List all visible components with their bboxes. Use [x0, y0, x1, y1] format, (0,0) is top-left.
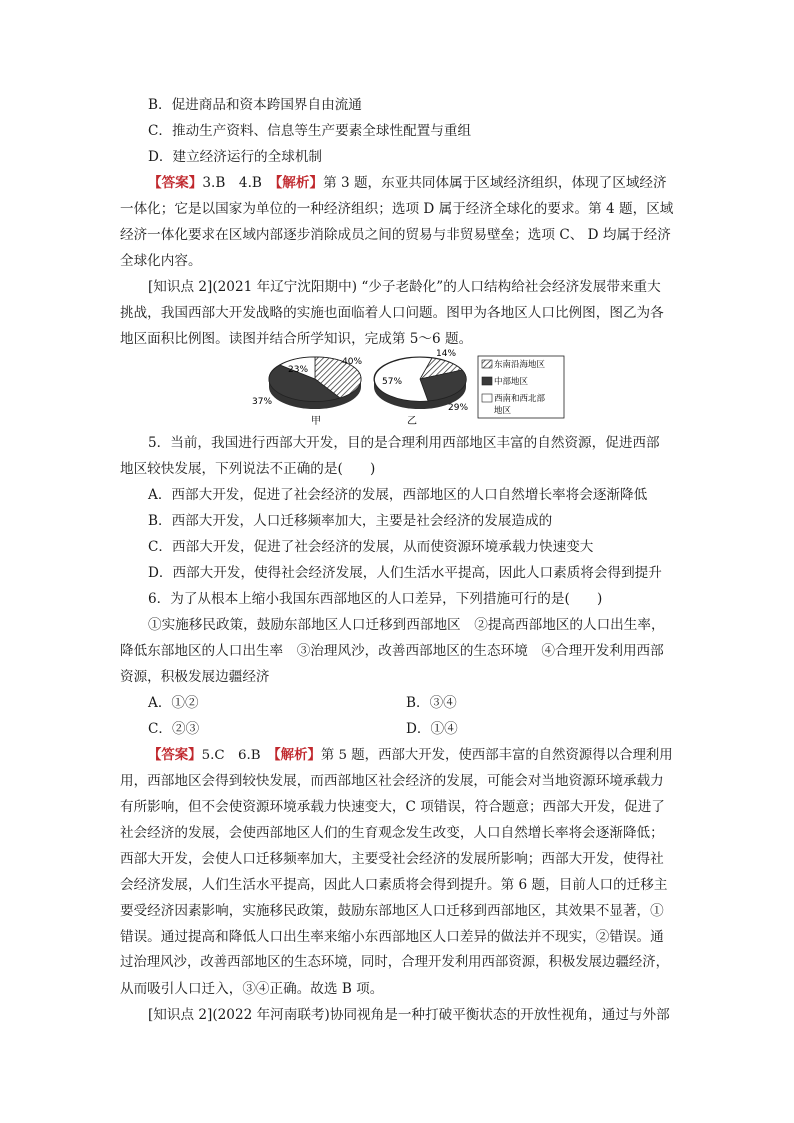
analysis-line: 全球化内容。 [120, 253, 202, 269]
analysis-tag: 【解析】 [273, 747, 321, 763]
pie-yi-label-57: 57% [382, 377, 403, 387]
analysis-line: 从而吸引人口迁入，③④正确。故选 B 项。 [120, 981, 384, 997]
legend-label-west-2: 地区 [494, 406, 512, 416]
q5-option-a: A．西部大开发，促进了社会经济的发展，西部地区的人口自然增长率将会逐渐降低 [148, 487, 648, 503]
pie-yi-title: 乙 [407, 416, 417, 427]
pie-jia-label-37: 37% [252, 397, 273, 407]
pie-charts-figure [250, 346, 570, 428]
q5-stem: 5．当前，我国进行西部大开发，目的是合理利用西部地区丰富的自然资源，促进西部 [148, 435, 660, 451]
analysis-line: 经济一体化要求在区域内部逐步消除成员之间的贸易与非贸易壁垒；选项 C、 D 均属于经济 [120, 227, 671, 243]
next-knowledge-point: [知识点 2](2022 年河南联考)协同视角是一种打破平衡状态的开放性视角，通过与外部 [148, 1007, 670, 1023]
q5-option-c: C．西部大开发，促进了社会经济的发展，从而使资源环境承载力快速变大 [148, 539, 594, 555]
analysis-line: 错误。通过提高和降低人口出生率来缩小东西部地区人口差异的做法并不现实，②错误。通 [120, 929, 664, 945]
q6-option-c: C．②③ [148, 721, 200, 737]
legend-swatch-west [482, 394, 492, 402]
analysis-line: 有所影响，但不会使资源环境承载力快速变大，C 项错误，符合题意；西部大开发，促进了 [120, 799, 665, 815]
analysis-line: 社会经济的发展，会使西部地区人们的生育观念发生改变，人口自然增长率将会逐渐降低； [120, 825, 664, 841]
q6-option-d: D．①④ [406, 721, 458, 737]
option-c: C．推动生产资料、信息等生产要素全球性配置与重组 [148, 123, 472, 139]
answer2-line-1 [148, 746, 673, 765]
q5-stem: 地区较快发展，下列说法不正确的是( ) [120, 461, 376, 477]
pie-jia-label-23: 23% [288, 365, 309, 375]
q5-option-d: D．西部大开发，使得社会经济发展，人们生活水平提高，因此人口素质将会得到提升 [148, 565, 662, 581]
option-b: B．促进商品和资本跨国界自由流通 [148, 97, 362, 113]
answer-value: 5.C 6.B [201, 748, 274, 763]
pie-yi [374, 349, 468, 427]
answer-tag: 【答案】 [148, 175, 203, 191]
intro-line: [知识点 2](2021 年辽宁沈阳期中) “少子老龄化”的人口结构给社会经济发展带来重大 [148, 279, 661, 295]
q6-statement: ①实施移民政策，鼓励东部地区人口迁移到西部地区 ②提高西部地区的人口出生率， [148, 617, 665, 633]
analysis-line: 会经济发展，人们生活水平提高，因此人口素质将会得到提升。第 6 题，目前人口的迁移主 [120, 877, 668, 893]
pie-jia [252, 357, 362, 427]
legend-swatch-central [482, 377, 492, 385]
analysis-tag: 【解析】 [275, 175, 324, 191]
analysis-line: 要受经济因素影响，实施移民政策，鼓励东部地区人口迁移到西部地区，其效果不显著，① [120, 903, 664, 919]
analysis-line: 西部大开发，会使人口迁移频率加大，主要受社会经济的发展所影响；西部大开发，使得社 [120, 851, 664, 867]
analysis-line: 用，西部地区会得到较快发展，而西部地区社会经济的发展，可能会对当地资源环境承载力 [120, 773, 664, 789]
answer-value: 3.B 4.B [202, 175, 276, 191]
analysis-text: 第 3 题，东亚共同体属于区域经济组织，体现了区域经济 [323, 175, 667, 191]
q6-option-b: B．③④ [406, 695, 457, 711]
q6-stem: 6．为了从根本上缩小我国东西部地区的人口差异，下列措施可行的是( ) [148, 591, 603, 607]
option-d: D．建立经济运行的全球机制 [148, 149, 323, 165]
pie-jia-label-40: 40% [342, 357, 363, 367]
legend-label-central: 中部地区 [494, 377, 529, 387]
q6-statement: 资源，积极发展边疆经济 [120, 669, 270, 685]
legend-label-southeast: 东南沿海地区 [494, 360, 546, 370]
q6-option-a: A．①② [148, 695, 199, 711]
pie-yi-label-29: 29% [448, 403, 469, 413]
legend [478, 356, 564, 418]
pie-jia-title: 甲 [311, 416, 321, 427]
analysis-text: 第 5 题，西部大开发，使西部丰富的自然资源得以合理利用 [320, 748, 673, 763]
analysis-line: 过治理风沙，改善西部地区的生态环境，同时，合理开发利用西部资源，积极发展边疆经济， [120, 955, 670, 970]
answer-tag: 【答案】 [148, 747, 202, 763]
intro-line: 挑战，我国西部大开发战略的实施也面临着人口问题。图甲为各地区人口比例图，图乙为各 [120, 305, 664, 321]
q5-option-b: B．西部大开发，人口迁移频率加大，主要是社会经济的发展造成的 [148, 513, 553, 529]
analysis-line: 一体化；它是以国家为单位的一种经济组织；选项 D 属于经济全球化的要求。第 4 题，区域 [120, 201, 674, 217]
answer-line-1 [148, 174, 667, 192]
legend-swatch-southeast [482, 360, 492, 368]
q6-statement: 降低东部地区的人口出生率 ③治理风沙，改善西部地区的生态环境 ④合理开发利用西部 [120, 643, 664, 659]
intro-line: 地区面积比例图。读图并结合所学知识，完成第 5～6 题。 [120, 331, 473, 347]
legend-label-west-1: 西南和西北部 [494, 394, 546, 404]
pie-yi-label-14: 14% [436, 349, 457, 359]
